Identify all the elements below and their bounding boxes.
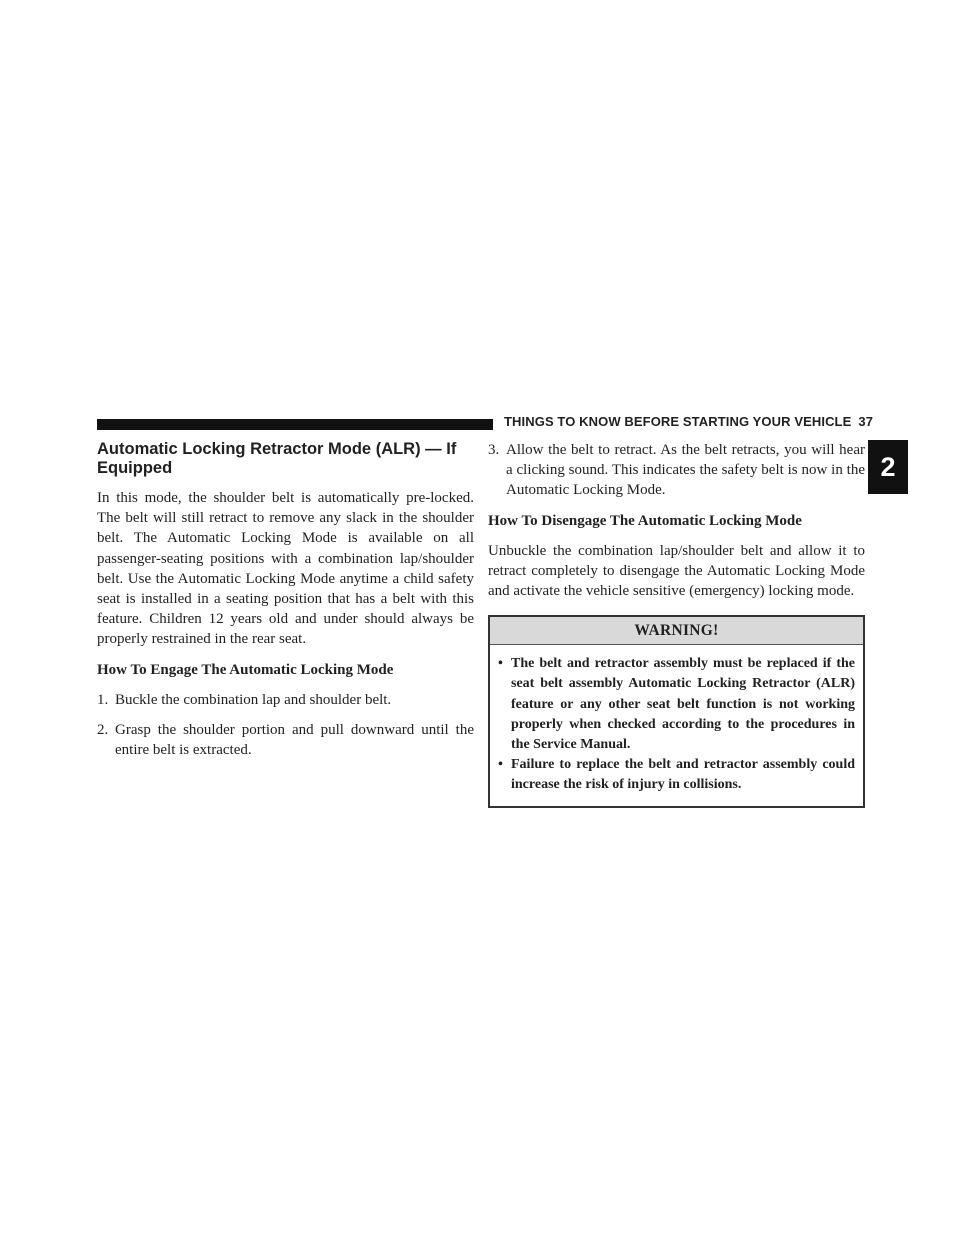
page-number: 37 <box>858 414 874 429</box>
list-item: 2. Grasp the shoulder portion and pull downward until the entire belt is extracted. <box>97 721 474 759</box>
chapter-tab <box>868 440 908 494</box>
bullet-icon: • <box>498 757 503 773</box>
warning-bullet: • Failure to replace the belt and retractor assembly could increase the risk of injury in collisions. <box>498 757 855 793</box>
running-header <box>504 414 874 429</box>
disengage-paragraph: Unbuckle the combination lap/shoulder belt and allow it to retract completely to disengage the Automatic Locking Mode and activate the vehicle sensitive (emergency) locking mode. <box>488 542 865 600</box>
warning-bullet: • The belt and retractor assembly must be replaced if the seat belt assembly Automatic Locking Retractor (ALR) feature or any other seat belt function is not working properly when checked according to the procedures in the Service Manual. <box>498 656 855 753</box>
list-item: 1. Buckle the combination lap and shoulder belt. <box>97 691 392 708</box>
list-item: 3. Allow the belt to retract. As the belt retracts, you will hear a clicking sound. This indicates the safety belt is now in the Automatic Locking Mode. <box>488 442 865 499</box>
warning-list <box>490 645 863 805</box>
section-title: THINGS TO KNOW BEFORE STARTING YOUR VEHICLE <box>504 414 852 429</box>
header-rule <box>97 419 493 430</box>
engage-heading: How To Engage The Automatic Locking Mode <box>97 661 394 678</box>
bullet-icon: • <box>498 656 503 672</box>
chapter-number: 2 <box>880 451 896 482</box>
section-heading: Automatic Locking Retractor Mode (ALR) — If Equipped <box>97 440 457 477</box>
engage-steps <box>97 690 474 761</box>
right-column <box>488 440 865 808</box>
warning-box <box>488 615 865 807</box>
disengage-heading: How To Disengage The Automatic Locking Mode <box>488 512 802 529</box>
intro-paragraph: In this mode, the shoulder belt is automatically pre-locked. The belt will still retract to remove any slack in the shoulder belt. The Automatic Locking Mode is available on all passenger-seating positions with a combination lap/shoulder belt. Use the Automatic Locking Mode anytime a child safety seat is installed in a seating position that has a belt with this feature. Children 12 years old and under should always be properly restrained in the rear seat. <box>97 490 474 648</box>
left-column <box>97 440 474 770</box>
warning-title: WARNING! <box>490 617 863 645</box>
engage-steps-continued <box>488 440 865 501</box>
